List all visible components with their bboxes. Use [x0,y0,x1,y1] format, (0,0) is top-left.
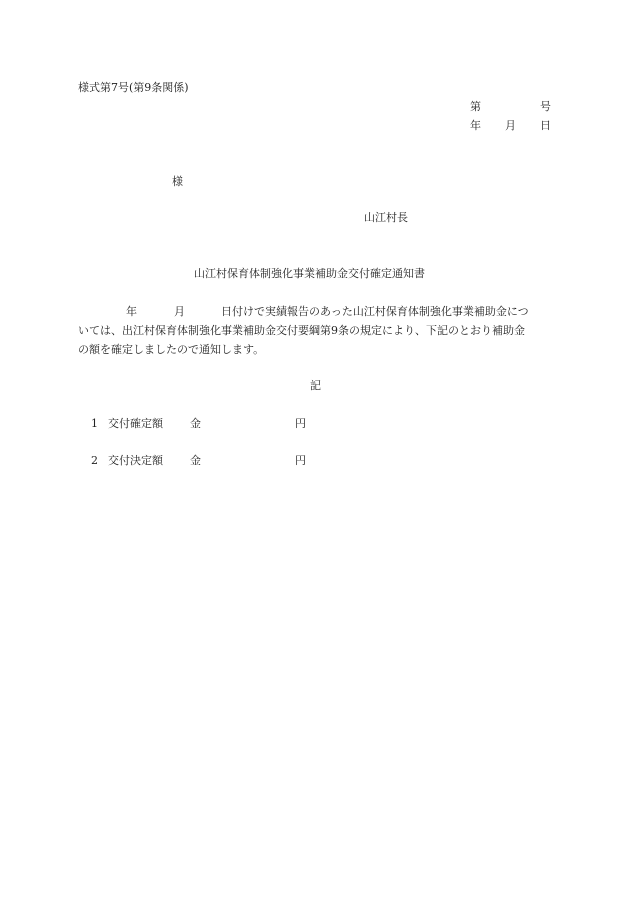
item-kin: 金 [190,417,201,430]
addressee-suffix: 様 [172,175,183,188]
doc-number-go: 号 [540,100,551,113]
item-label: 交付決定額 [108,454,163,467]
item-label: 交付確定額 [108,417,163,430]
item-yen: 円 [295,417,306,430]
item-number: 1 [91,417,98,430]
date-month: 月 [505,119,516,132]
date-day: 日 [540,119,551,132]
doc-number-dai: 第 [470,100,481,113]
item-number: 2 [91,454,98,467]
body-date-year: 年 [126,305,137,318]
body-line-1: 日付けで実績報告のあった山江村保育体制強化事業補助金につ [221,305,529,318]
sender-name: 山江村長 [364,211,408,224]
ki-heading: 記 [310,379,321,392]
item-yen: 円 [295,454,306,467]
body-line-3: の額を確定しましたので通知します。 [78,343,265,356]
body-date-month: 月 [174,305,185,318]
body-line-2: いては、出江村保育体制強化事業補助金交付要綱第9条の規定により、下記のとおり補助金 [78,324,525,337]
date-year: 年 [470,119,481,132]
item-kin: 金 [190,454,201,467]
document-title: 山江村保育体制強化事業補助金交付確定通知書 [194,267,425,280]
form-number: 様式第7号(第9条関係) [78,81,189,94]
